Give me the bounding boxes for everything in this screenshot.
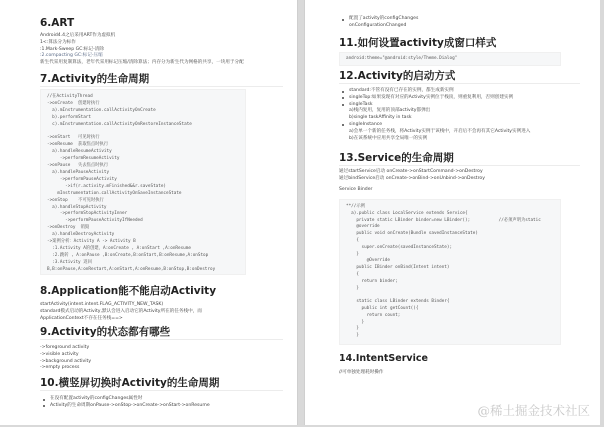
orientation-bullets xyxy=(40,396,283,410)
launch-modes-list xyxy=(339,88,580,142)
heading-orientation-lifecycle: 10.横竖屏切换时Activity的生命周期 xyxy=(40,376,283,391)
code-line: a).handlePauseActivity xyxy=(47,169,110,175)
code-line: ->performResumeActivity xyxy=(47,156,120,162)
code-line: } xyxy=(346,285,359,291)
code-line: static class LBinder extends Binder{ xyxy=(346,299,450,305)
launch-mode-standard: standard:不管有没有已存在的实例，都生成新实例 xyxy=(349,88,580,95)
launch-mode-singleinstance: singleInstance xyxy=(349,122,580,129)
singleinstance-detail: a)会单一个新的任务栈，将Activity实例于该栈中，开启后不会再有其它Activity实例进入 xyxy=(349,128,531,134)
code-line: super.onCreate(savedInstanceState); xyxy=(346,244,453,250)
code-line: ->onDestroy 销毁 xyxy=(47,225,90,231)
bullet-item-continued: Activity的生命周期onPause->onStop->onCreate->onStart->onResume xyxy=(50,403,283,410)
art-line: 1<:算法分为标作 xyxy=(40,39,76,45)
art-line: 新生代采用复制算法，老年代采用标记压缩/清除算法；内存分为新生代为网格的共享，一块用于分配 xyxy=(40,60,244,66)
document-page-right xyxy=(304,0,600,425)
code-line: a).mInstrumentation.callActivityOnCreate xyxy=(47,107,156,113)
intentservice-line: //可单独处理耗时操作 xyxy=(339,370,384,375)
art-line: :2.compacting GC:标记-压缩 xyxy=(40,53,103,59)
config-changes-bullets xyxy=(339,16,580,23)
launch-mode-singletop: singleTop:如果发现有对应的Activity实例位于栈顶，则重复利用，否则创建实例 xyxy=(349,95,580,102)
heading-launch-modes: 12.Activity的启动方式 xyxy=(339,69,580,84)
state-line: ->visible activity xyxy=(40,351,79,357)
code-line: a).handleResumeActivity xyxy=(47,149,112,155)
art-text xyxy=(40,33,283,67)
service-binder-label: Service Binder xyxy=(339,187,373,192)
code-line: c).mInstrumentation.callActivityOnRestoreInstanceState xyxy=(47,121,192,127)
code-line: ->onStart 可见时执行 xyxy=(47,135,100,141)
code-line: b).performStart xyxy=(47,114,91,120)
application-line: standard模式启动的Activity,默认会进入启动它的Activity所在的任务栈中，而 xyxy=(40,308,202,314)
code-line: @override xyxy=(346,224,380,230)
heading-intentservice: 14.IntentService xyxy=(339,353,428,364)
singleinstance-detail: b)在该系统中应用共享全局唯一的实例 xyxy=(349,135,428,141)
code-block-service-binder xyxy=(339,199,561,345)
code-line: a).handleStopActivity xyxy=(47,204,107,210)
code-line: } xyxy=(346,333,359,339)
code-line: { xyxy=(346,237,359,243)
document-page-left xyxy=(0,0,298,425)
code-line: ->if(r.activity.mFinished&&r.saveState) xyxy=(47,183,166,189)
bullet-item: 在没有配置activity的configChanges属性时 xyxy=(50,396,283,403)
code-line: **//示例 xyxy=(346,204,365,209)
code-line: mInstrumentation.callActivityOnSaveInstanceState xyxy=(47,190,182,196)
code-line: ->案例分析：Activity A -> Activity B xyxy=(47,239,136,245)
heading-activity-lifecycle: 7.Activity的生命周期 xyxy=(40,72,283,87)
code-block-activity-lifecycle xyxy=(40,89,246,275)
singletask-detail: a)栈内复用，复用的顶部activity都弹出 xyxy=(349,108,431,114)
code-line: a).handleDestroyActivity xyxy=(47,232,115,238)
activity-states-list xyxy=(40,345,283,372)
code-line: //在ActivityThread xyxy=(47,94,93,99)
code-line: a).public class LocalService extends Service{ xyxy=(346,210,468,216)
heading-application-start-activity: 8.Application能不能启动Activity xyxy=(40,285,217,297)
heading-window-style: 11.如何设置activity成窗口样式 xyxy=(339,37,497,49)
code-line: @Override xyxy=(346,258,390,264)
code-line: ->onStop 不可见时执行 xyxy=(47,197,104,203)
code-line: :2.跳转 , A:onPause ,B:onCreate,B:onStart,B:onResume,A:onStop xyxy=(47,252,209,258)
code-line: ->onResume 获取焦点时执行 xyxy=(47,142,109,148)
code-line: ->onPause 失去焦点时执行 xyxy=(47,163,109,169)
application-text xyxy=(40,302,283,322)
art-line: Android4.4之后采用ART作为虚拟机 xyxy=(40,33,116,38)
code-line: return binder; xyxy=(346,278,398,284)
application-line: ApplicationContext不存在任务栈==> xyxy=(40,315,123,321)
code-line: ->performPauseActivityIfNeeded xyxy=(47,218,143,224)
state-line: ->empty process xyxy=(40,365,80,371)
code-line: } xyxy=(346,326,359,332)
state-line: ->background activity xyxy=(40,358,92,364)
code-line: public void onCreate(Bundle savedInstanceState) xyxy=(346,231,478,237)
code-line: ->performStopActivityInner xyxy=(47,211,128,217)
watermark: @稀土掘金技术社区 xyxy=(477,403,590,418)
config-changes-callback: onConfigurationChanged xyxy=(349,23,407,28)
code-line: :1.Activity A的创建，A:onCreate , A:onStart ,A:onResume xyxy=(47,245,191,251)
code-line: :3.Activity 返回 xyxy=(47,259,92,265)
code-line: return count; xyxy=(346,312,401,318)
application-line: startActivity(intent.intent.FLAG_ACTIVITY_NEW_TASK) xyxy=(40,302,164,307)
singletask-detail: b)single taskAffinity in task xyxy=(349,115,412,121)
art-line: :1.Mark-Sweep GC:标记-清除 xyxy=(40,46,104,52)
code-block-theme: android:theme="@android:style/Theme.Dialog" xyxy=(339,52,561,66)
state-line: ->foreground activity xyxy=(40,345,90,350)
bullet-item: 配置了activity的configChanges xyxy=(349,16,580,23)
service-line: 通过bindService启动 onCreate->onBind->onUnbind->onDestroy xyxy=(339,175,485,181)
code-line: public int getCount(){ xyxy=(346,305,419,311)
heading-service-lifecycle: 13.Service的生命周期 xyxy=(339,151,580,166)
heading-art: 6.ART xyxy=(40,17,75,29)
service-lifecycle-text xyxy=(339,169,580,183)
code-line: } xyxy=(346,251,359,257)
code-line: ->onCreate 创建时执行 xyxy=(47,100,100,106)
code-line: ->performPauseActivity xyxy=(47,176,117,182)
heading-activity-states: 9.Activity的状态都有哪些 xyxy=(40,325,283,340)
code-line: B,B:onPause,A:onRestart,A:onStart,A:onResume,B:onStop,B:onDestroy xyxy=(47,266,216,272)
code-line: } xyxy=(346,319,365,325)
code-line: { xyxy=(346,271,359,277)
code-line: private static LBinder binder=new LBinder(); //必须声明为static xyxy=(346,217,541,223)
launch-mode-singletask: singleTask xyxy=(349,102,580,109)
service-line: 通过startService启动 onCreate->onStartCommand->onDestroy xyxy=(339,169,483,174)
code-line: public IBinder onBind(Intent intent) xyxy=(346,265,450,271)
